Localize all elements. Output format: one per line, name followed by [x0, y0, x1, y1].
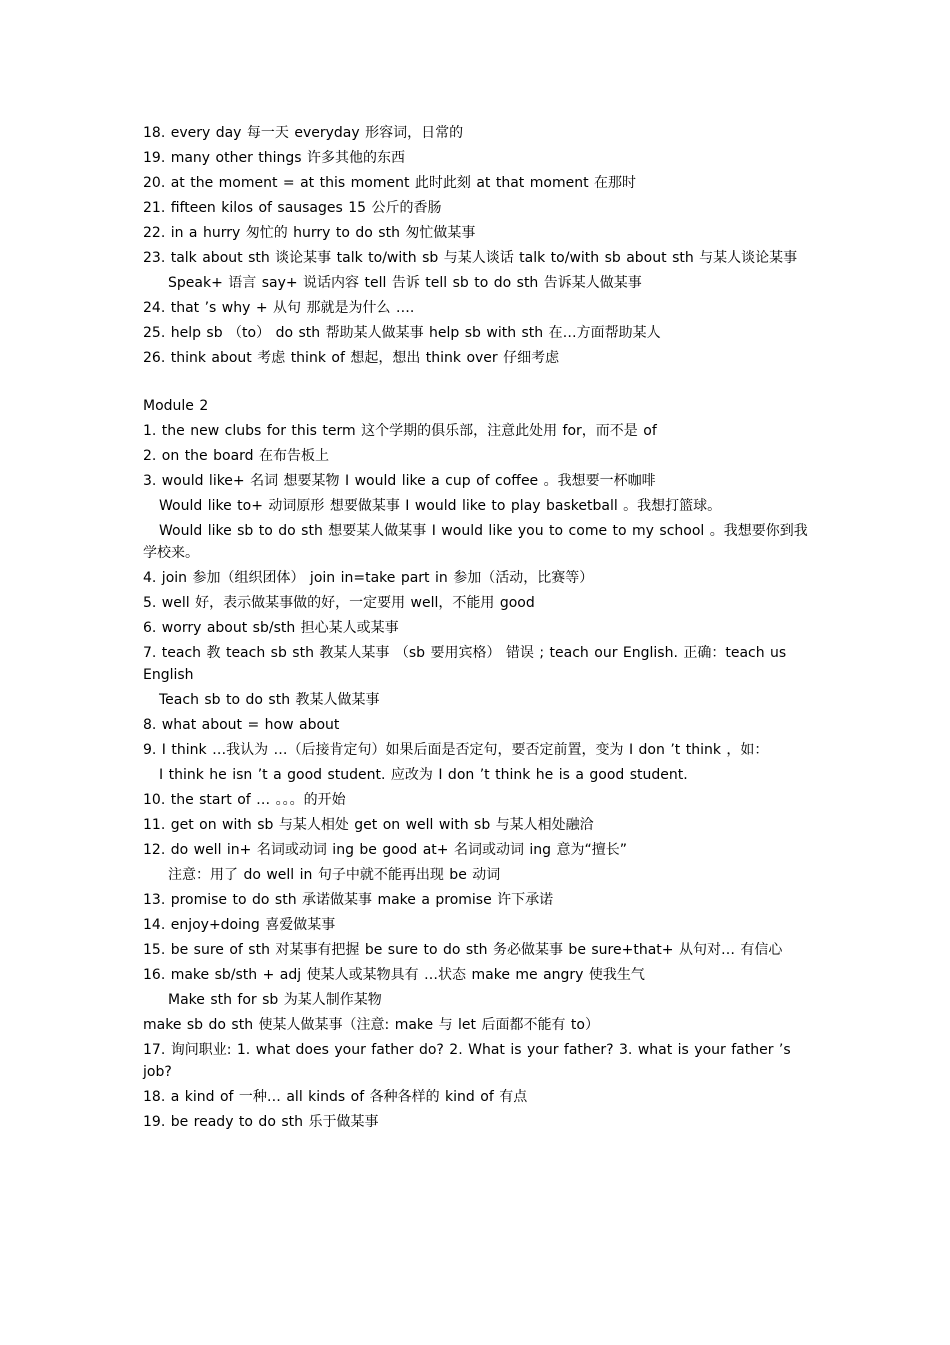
- module2-line-10: 10. the start of … 。。。的开始: [143, 792, 346, 808]
- module2-line-16b: make sb do sth 使某人做某事（注意: make 与 let 后面都不能有 to）: [143, 1017, 599, 1033]
- module2-line-14: 14. enjoy+doing 喜爱做某事: [143, 917, 336, 933]
- module2-line-16a: Make sth for sb 为某人制作某物: [168, 992, 382, 1008]
- module2-line-7: 7. teach 教 teach sb sth 教某人某事 （sb 要用宾格） 错误 ; teach our English. 正确：teach us English: [143, 645, 787, 683]
- module2-line-4: 4. join 参加（组织团体） join in=take part in 参加（活动，比赛等）: [143, 570, 594, 586]
- note-line-23: 23. talk about sth 谈论某事 talk to/with sb 与某人谈话 talk to/with sb about sth 与某人谈论某事: [143, 250, 798, 266]
- module2-line-16: 16. make sb/sth + adj 使某人或某物具有 …状态 make me angry 使我生气: [143, 967, 645, 983]
- module2-line-3: 3. would like+ 名词 想要某物 I would like a cup of coffee 。我想要一杯咖啡: [143, 473, 656, 489]
- note-line-20: 20. at the moment = at this moment 此时此刻 at that moment 在那时: [143, 175, 637, 191]
- module2-line-9: 9. I think …我认为 …（后接肯定句）如果后面是否定句，要否定前置，变为 I don ’t think ，如：: [143, 742, 769, 758]
- module-heading: Module 2: [143, 398, 209, 414]
- note-line-18: 18. every day 每一天 everyday 形容词，日常的: [143, 125, 464, 141]
- module2-line-12a: 注意：用了 do well in 句子中就不能再出现 be 动词: [168, 867, 501, 883]
- note-line-23-sub: Speak+ 语言 say+ 说话内容 tell 告诉 tell sb to do sth 告诉某人做某事: [168, 275, 642, 291]
- module2-line-5: 5. well 好，表示做某事做的好，一定要用 well，不能用 good: [143, 595, 535, 611]
- module2-line-19: 19. be ready to do sth 乐于做某事: [143, 1114, 379, 1130]
- module2-line-17: 17. 询问职业: 1. what does your father do? 2. What is your father? 3. what is your father ’s job?: [143, 1042, 791, 1080]
- note-line-24: 24. that ’s why + 从句 那就是为什么 ….: [143, 300, 415, 316]
- module2-line-12: 12. do well in+ 名词或动词 ing be good at+ 名词或动词 ing 意为“擅长”: [143, 842, 628, 858]
- note-line-22: 22. in a hurry 匆忙的 hurry to do sth 匆忙做某事: [143, 225, 476, 241]
- notes-body: [143, 122, 808, 1136]
- module2-line-9a: I think he isn ’t a good student. 应改为 I don ’t think he is a good student.: [159, 767, 688, 783]
- note-line-26: 26. think about 考虑 think of 想起，想出 think over 仔细考虑: [143, 350, 560, 366]
- module2-line-11: 11. get on with sb 与某人相处 get on well with sb 与某人相处融洽: [143, 817, 594, 833]
- module2-line-3b: Would like sb to do sth 想要某人做某事 I would like you to come to my school 。我想要你到我学校来。: [143, 523, 808, 561]
- note-line-19: 19. many other things 许多其他的东西: [143, 150, 406, 166]
- module2-line-7a: Teach sb to do sth 教某人做某事: [159, 692, 380, 708]
- module2-line-1: 1. the new clubs for this term 这个学期的俱乐部，注意此处用 for，而不是 of: [143, 423, 657, 439]
- module2-line-2: 2. on the board 在布告板上: [143, 448, 329, 464]
- module2-line-6: 6. worry about sb/sth 担心某人或某事: [143, 620, 399, 636]
- module2-line-3a: Would like to+ 动词原形 想要做某事 I would like to play basketball 。我想打篮球。: [159, 498, 722, 514]
- module2-line-15: 15. be sure of sth 对某事有把握 be sure to do sth 务必做某事 be sure+that+ 从句对… 有信心: [143, 942, 783, 958]
- note-line-25: 25. help sb （to） do sth 帮助某人做某事 help sb with sth 在…方面帮助某人: [143, 325, 661, 341]
- module2-line-8: 8. what about = how about: [143, 717, 340, 733]
- note-line-21: 21. fifteen kilos of sausages 15 公斤的香肠: [143, 200, 442, 216]
- module2-line-13: 13. promise to do sth 承诺做某事 make a promise 许下承诺: [143, 892, 554, 908]
- module2-line-18: 18. a kind of 一种… all kinds of 各种各样的 kind of 有点: [143, 1089, 528, 1105]
